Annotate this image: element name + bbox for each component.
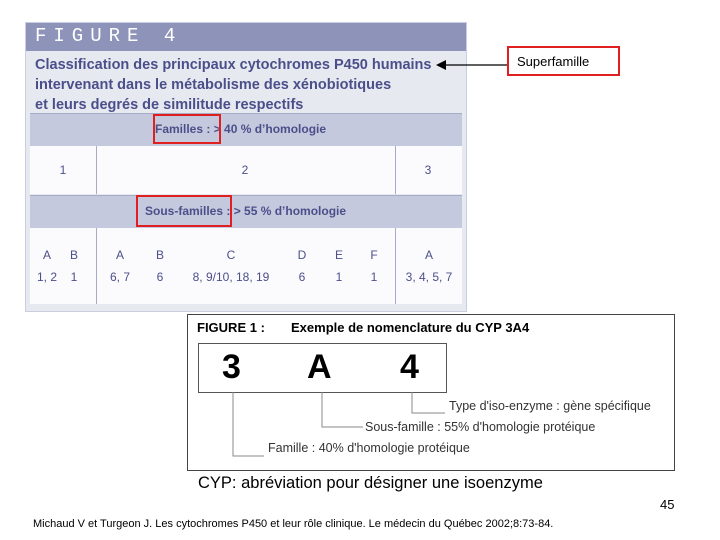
page-number: 45	[660, 497, 675, 512]
family-annotation: Famille : 40% d'homologie protéique	[268, 441, 470, 455]
arrow-left-icon	[436, 58, 508, 72]
subfamily-letter: A	[42, 248, 51, 262]
subfamily-letter: B	[155, 248, 164, 262]
title-line: et leurs degrés de similitude respectifs	[35, 97, 304, 113]
subfamily-members: 1	[70, 270, 78, 284]
families-highlight-box	[153, 114, 221, 144]
family-3: 3	[424, 163, 432, 177]
subfamily-members: 8, 9/10, 18, 19	[192, 270, 270, 284]
subfamily-members: 3, 4, 5, 7	[405, 270, 453, 284]
subfamily-members: 6	[156, 270, 164, 284]
families-row	[30, 146, 462, 194]
title-line: Classification des principaux cytochromes P450 humains	[35, 57, 432, 73]
families-keyword: Familles :	[155, 122, 211, 136]
family-2: 2	[241, 163, 249, 177]
figure-4-label: FIGURE 4	[35, 25, 183, 47]
families-homology: > 40 % d’homologie	[213, 122, 327, 136]
subfamilies-band	[30, 195, 462, 229]
subfamily-letter: D	[297, 248, 307, 262]
subfamily-letter: E	[334, 248, 343, 262]
subfamilies-keyword: Sous-familles :	[145, 204, 231, 218]
subfamilies-homology: > 55 % d’homologie	[233, 204, 347, 218]
reference: Michaud V et Turgeon J. Les cytochromes P450 et leur rôle clinique. Le médecin du Québec 2002;8:73-84.	[33, 518, 554, 530]
subfamily-letter: A	[115, 248, 124, 262]
subfamilies-row	[30, 228, 462, 304]
subfamily-annotation: Sous-famille : 55% d'homologie protéique	[365, 420, 596, 434]
figure-1-title: Exemple de nomenclature du CYP 3A4	[291, 320, 530, 335]
subfamily-members: 1, 2	[36, 270, 57, 284]
subfamily-members: 6	[298, 270, 306, 284]
code-family: 3	[222, 348, 241, 386]
families-band	[30, 113, 462, 147]
superfamily-callout: Superfamille	[507, 46, 620, 76]
subfamilies-highlight-box	[136, 195, 232, 227]
figure-1-label: FIGURE 1 :	[197, 320, 265, 335]
divider	[395, 228, 396, 304]
subfamily-members: 1	[370, 270, 378, 284]
title-line: intervenant dans le métabolisme des xénobiotiques	[35, 77, 392, 93]
figure-1-panel	[187, 314, 675, 471]
family-1: 1	[59, 163, 67, 177]
caption: CYP: abréviation pour désigner une isoenzyme	[198, 474, 543, 492]
figure-4-title	[35, 55, 455, 115]
code-subfamily: A	[307, 348, 332, 386]
figure-4-panel	[25, 22, 467, 312]
subfamily-letter: A	[424, 248, 433, 262]
figure-4-header	[26, 23, 466, 51]
subfamily-members: 1	[335, 270, 343, 284]
subfamily-letter: C	[226, 248, 236, 262]
subfamily-letter: B	[69, 248, 78, 262]
isoenzyme-annotation: Type d'iso-enzyme : gène spécifique	[449, 399, 651, 413]
code-isoenzyme: 4	[400, 348, 419, 386]
divider	[96, 228, 97, 304]
subfamily-letter: F	[370, 248, 378, 262]
subfamily-members: 6, 7	[109, 270, 130, 284]
